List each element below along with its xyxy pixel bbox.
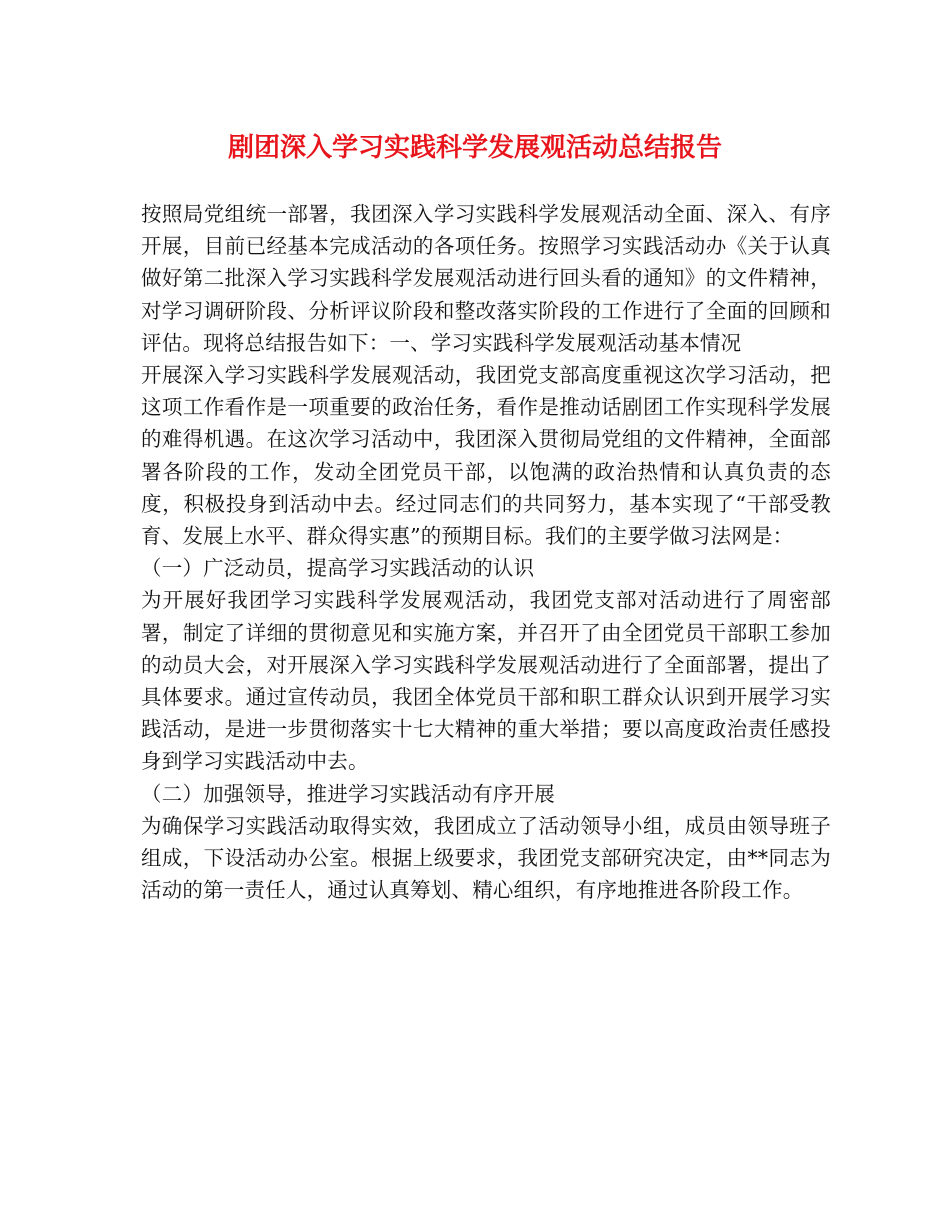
document-title: 剧团深入学习实践科学发展观活动总结报告 [227,133,722,163]
section-heading-1: （一）广泛动员，提高学习实践活动的认识 [141,556,535,581]
overview-paragraph: 开展深入学习实践科学发展观活动，我团党支部高度重视这次学习活动，把这项工作看作是一项重要的政治任务，看作是推动话剧团工作实现科学发展的难得机遇。在这次学习活动中，我团深入贯彻局党组的文件精神，全面部署各阶段的工作，发动全团党员干部，以饱满的政治热情和认真负责的态度，积极投身到活动中去。经过同志们的共同努力，基本实现了“干部受教育、发展上水平、群众得实惠”的预期目标。我们的主要学做习法网是： [141,363,831,549]
document-body [141,198,831,906]
section-1-paragraph: 为开展好我团学习实践科学发展观活动，我团党支部对活动进行了周密部署，制定了详细的贯彻意见和实施方案，并召开了由全团党员干部职工参加的动员大会，对开展深入学习实践科学发展观活动进行了全面部署，提出了具体要求。通过宣传动员，我团全体党员干部和职工群众认识到开展学习实践活动，是进一步贯彻落实十七大精神的重大举措；要以高度政治责任感投身到学习实践活动中去。 [141,588,831,774]
section-heading-2: （二）加强领导，推进学习实践活动有序开展 [141,781,555,806]
intro-paragraph: 按照局党组统一部署，我团深入学习实践科学发展观活动全面、深入、有序开展，目前已经基本完成活动的各项任务。按照学习实践活动办《关于认真做好第二批深入学习实践科学发展观活动进行回头看的通知》的文件精神，对学习调研阶段、分析评议阶段和整改落实阶段的工作进行了全面的回顾和评估。现将总结报告如下：一、学习实践科学发展观活动基本情况 [141,202,831,355]
section-2-paragraph: 为确保学习实践活动取得实效，我团成立了活动领导小组，成员由领导班子组成，下设活动办公室。根据上级要求，我团党支部研究决定，由**同志为活动的第一责任人，通过认真筹划、精心组织，有序地推进各阶段工作。 [141,813,831,903]
